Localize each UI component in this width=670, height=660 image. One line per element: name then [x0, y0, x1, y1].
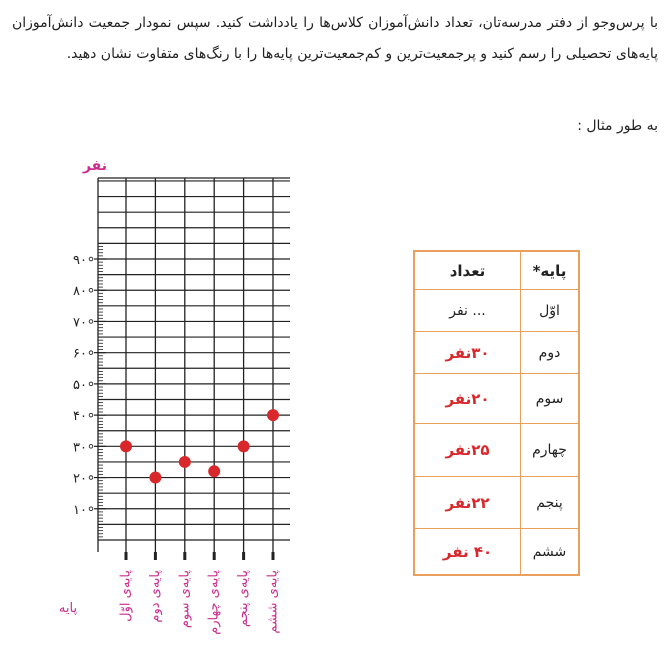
x-tick-label: پایه‌ی دوم — [147, 570, 163, 623]
table-row — [415, 289, 578, 331]
data-table — [413, 250, 580, 576]
x-tick-label: پایه‌ی ششم — [265, 570, 281, 634]
table-cell-grade: دوم — [520, 332, 578, 373]
x-tick-label: پایه‌ی سوم — [177, 570, 193, 629]
x-axis-labels — [119, 570, 281, 635]
y-tick-label: ۶۰ — [73, 346, 87, 362]
y-tick-marker — [89, 382, 93, 386]
x-tick-label: پایه‌ی اوّل — [118, 570, 134, 622]
table-cell-grade: اوّل — [520, 290, 578, 331]
y-tick-label: ۲۰ — [73, 471, 87, 487]
x-tick-label: پایه‌ی چهارم — [206, 570, 222, 635]
x-axis-title: پایه — [58, 601, 78, 616]
y-tick-marker — [89, 445, 93, 449]
table-cell-count: ۴۰ نفر — [442, 542, 493, 561]
y-tick-marker — [89, 320, 93, 324]
table-row — [415, 476, 578, 528]
x-tick-label: پایه‌ی پنجم — [236, 570, 252, 628]
y-tick-label: ۳۰ — [73, 440, 87, 456]
table-row — [415, 423, 578, 476]
table-header-grade: پایه* — [520, 252, 578, 289]
y-tick-marker — [89, 507, 93, 511]
y-tick-label: ۷۰ — [73, 315, 87, 331]
table-row — [415, 528, 578, 574]
table-cell-count: ۲۵نفر — [445, 441, 490, 459]
y-tick-marker — [89, 351, 93, 355]
table-header-row — [415, 252, 578, 289]
y-tick-marker — [89, 413, 93, 417]
table-cell-grade: پنجم — [520, 477, 578, 528]
table-cell-count: ۲۲نفر — [445, 493, 490, 512]
data-point — [238, 440, 250, 452]
y-tick-marker — [89, 288, 93, 292]
y-tick-label: ۱۰ — [73, 502, 87, 518]
table-cell-count: ۲۰نفر — [445, 389, 490, 408]
table-cell-grade: چهارم — [520, 424, 578, 476]
y-tick-marker — [89, 476, 93, 480]
data-point — [149, 472, 161, 484]
data-point — [267, 409, 279, 421]
data-point — [208, 465, 220, 477]
table-cell-grade: ششم — [520, 529, 578, 574]
y-tick-label: ۸۰ — [73, 284, 87, 300]
table-cell-count: ۳۰نفر — [445, 343, 490, 362]
table-row — [415, 373, 578, 423]
table-header-count: تعداد — [449, 261, 486, 280]
table-cell-count: ... نفر — [449, 302, 486, 319]
scatter-chart — [0, 140, 400, 660]
instructions-paragraph: با پرس‌وجو از دفتر مدرسه‌تان، تعداد دانش‌آموزان کلاس‌ها را یادداشت کنید. سپس نمودار جمعیت دانش‌آموزان پایه‌های تحصیلی را رسم کنید و پرجمعیت‌ترین و کم‌جمعیت‌ترین پایه‌ها را با رنگ‌های متفاوت نشان دهید. — [12, 15, 658, 62]
data-point — [120, 440, 132, 452]
table-cell-grade: سوم — [520, 374, 578, 423]
y-axis-title: نفر — [82, 158, 108, 174]
table-row — [415, 331, 578, 373]
y-tick-label: ۵۰ — [73, 377, 87, 393]
y-tick-marker — [89, 257, 93, 261]
data-point — [179, 456, 191, 468]
y-axis-ticks — [73, 243, 106, 540]
y-tick-label: ۴۰ — [73, 409, 87, 425]
chart-grid — [98, 178, 290, 560]
example-label: به طور مثال : — [577, 118, 658, 134]
y-tick-label: ۹۰ — [73, 253, 87, 268]
